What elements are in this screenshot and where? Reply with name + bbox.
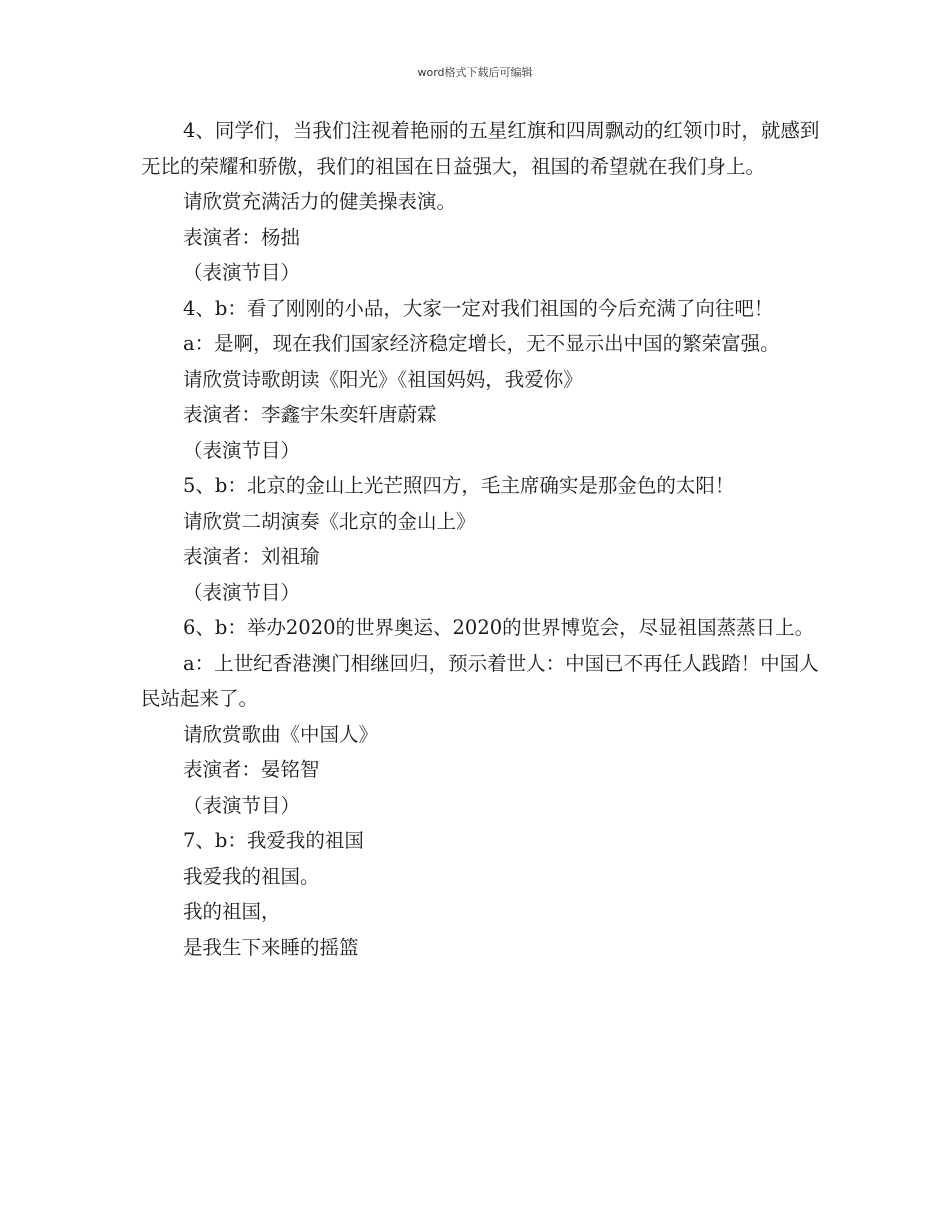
paragraph: 5、b：北京的金山上光芒照四方，毛主席确实是那金色的太阳！ [183,474,735,497]
paragraph: 是我生下来睡的摇篮 [183,935,359,959]
paragraph: 表演者：杨拙 [183,225,301,249]
paragraph: 表演者：刘祖瑜 [183,545,320,568]
paragraph: （表演节目） [183,261,301,284]
document-body [141,113,833,965]
paragraph: 7、b：我爱我的祖国 [183,829,364,852]
paragraph: 请欣赏二胡演奏《北京的金山上》 [183,509,476,533]
paragraph: 表演者：李鑫宇朱奕轩唐蔚霖 [183,403,437,426]
paragraph: a：上世纪香港澳门相继回归，预示着世人：中国已不再任人践踏！中国人民站起来了。 [141,651,819,710]
paragraph: 请欣赏充满活力的健美操表演。 [183,190,457,213]
paragraph: 6、b：举办2020的世界奥运、2020的世界博览会，尽显祖国蒸蒸日上。 [183,616,815,639]
paragraph: （表演节目） [183,580,301,604]
paragraph: 请欣赏诗歌朗读《阳光》《祖国妈妈，我爱你》 [183,367,583,391]
page-header: word格式下载后可编辑 [417,66,533,79]
paragraph: 请欣赏歌曲《中国人》 [183,722,379,746]
paragraph: （表演节目） [183,793,301,817]
paragraph: 我爱我的祖国。 [183,864,320,888]
paragraph: 我的祖国， [183,900,281,923]
paragraph: a：是啊，现在我们国家经济稳定增长，无不显示出中国的繁荣富强。 [183,332,780,355]
paragraph: 4、b：看了刚刚的小品，大家一定对我们祖国的今后充满了向往吧！ [183,296,774,320]
paragraph: 表演者：晏铭智 [183,758,320,781]
paragraph: 4、同学们，当我们注视着艳丽的五星红旗和四周飘动的红领巾时，就感到无比的荣耀和骄傲，我们的祖国在日益强大，祖国的希望就在我们身上。 [141,119,820,178]
paragraph: （表演节目） [183,438,301,462]
